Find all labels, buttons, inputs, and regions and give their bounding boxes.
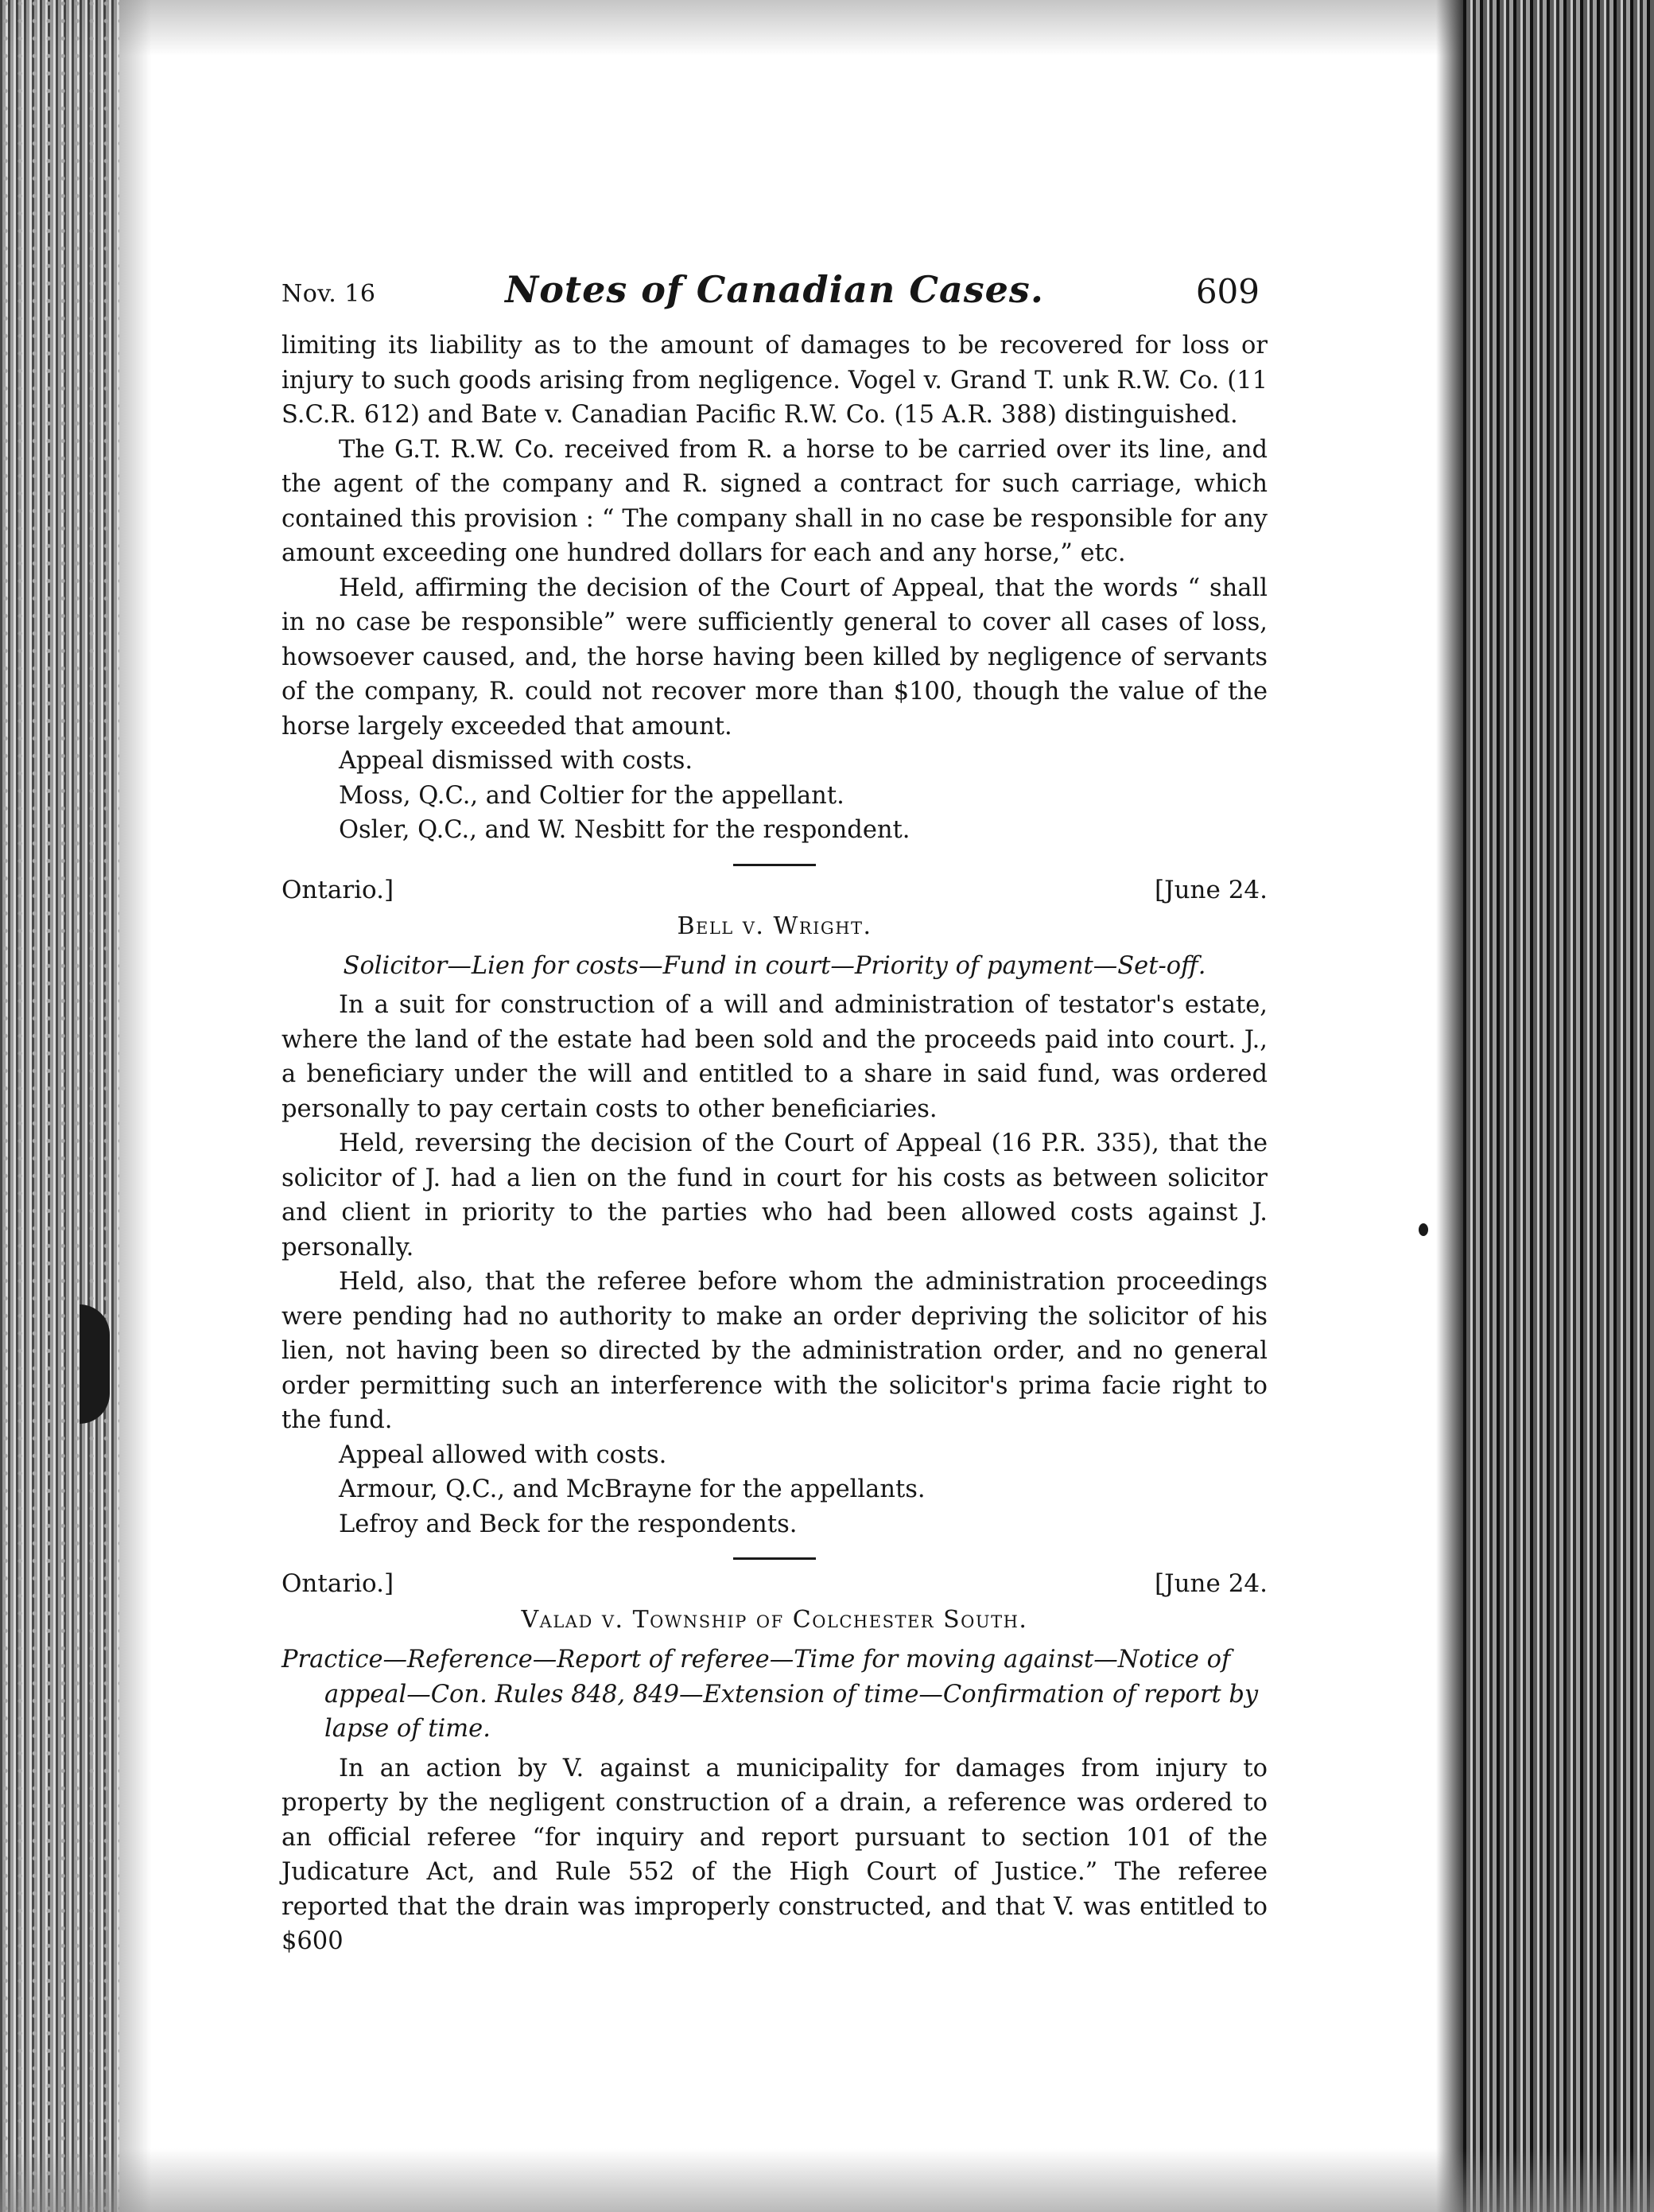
scan-top-edge bbox=[0, 0, 1654, 56]
case2-facts: In a suit for construction of a will and administration of testator's estate, where the land of the estate had been sold and the proceeds paid into court. J., a beneficiary under the will and entitled to a share in said fund, was ordered personally to pay certain costs to other beneficiaries. bbox=[281, 991, 1268, 1123]
case2-counsel-respondent: Lefroy and Beck for the respondents. bbox=[339, 1510, 798, 1538]
case3-facts: In an action by V. against a municipality for damages from injury to property by the negligent construction of a drain, a reference was ordered to an official referee “for inquiry and report pursuant to section 101 of the Judicature Act, and Rule 552 of the High Court of Justice.” The referee reported that the drain was improperly constructed, and that V. was entitled to $600 bbox=[281, 1754, 1268, 1955]
case1-facts: The G.T. R.W. Co. received from R. a horse to be carried over its line, and the agent of the company and R. signed a contract for such carriage, which contained this provision : “ The company shall in no case be responsible for any amount exceeding one hundred dollars for each and any horse,” etc. bbox=[281, 435, 1268, 567]
scan-left-edge bbox=[0, 0, 119, 2212]
case2-held-2: Held, also, that the referee before whom the administration proceedings were pending had no authority to make an order depriving the solicitor of his lien, not having been so directed by the administration order, and no general order permitting such an interference with the solicitor's prima facie right to the fund. bbox=[281, 1268, 1268, 1434]
running-head bbox=[281, 259, 1268, 314]
book-page bbox=[281, 259, 1268, 1959]
case1-continuation: limiting its liability as to the amount of damages to be recovered for loss or injury to such goods arising from negligence. Vogel v. Grand T. unk R.W. Co. (11 S.C.R. 612) and Bate v. Canadian Pacific R.W. Co. (15 A.R. 388) distinguished. bbox=[281, 332, 1268, 429]
case2-date: [June 24. bbox=[1155, 875, 1268, 904]
running-head-date: Nov. 16 bbox=[281, 280, 376, 308]
running-head-title: Notes of Canadian Cases. bbox=[505, 268, 1044, 311]
page-number: 609 bbox=[1195, 272, 1260, 311]
case-divider bbox=[733, 864, 816, 866]
case2-disposition: Appeal allowed with costs. bbox=[339, 1440, 667, 1469]
scan-speck bbox=[1419, 1223, 1428, 1236]
case3-date: [June 24. bbox=[1155, 1569, 1268, 1598]
case3-header-row bbox=[281, 1569, 1268, 1604]
case2-headnote: Solicitor—Lien for costs—Fund in court—Priority of payment—Set-off. bbox=[343, 951, 1206, 980]
case-divider bbox=[733, 1557, 816, 1560]
case2-counsel-appellant: Armour, Q.C., and McBrayne for the appellants. bbox=[339, 1475, 926, 1503]
case3-title: Valad v. Township of Colchester South. bbox=[521, 1606, 1028, 1634]
case1-disposition: Appeal dismissed with costs. bbox=[339, 747, 693, 775]
book-page-edges bbox=[1463, 0, 1654, 2212]
case2-court: Ontario.] bbox=[281, 875, 394, 904]
scan-bottom-edge bbox=[0, 2148, 1654, 2212]
binding-mark bbox=[80, 1304, 110, 1424]
case3-headnote: Practice—Reference—Report of referee—Time for moving against—Notice of appeal—Con. Rules 848, 849—Extension of time—Confirmation of report by lapse of time. bbox=[281, 1646, 1259, 1743]
case2-held-1: Held, reversing the decision of the Court of Appeal (16 P.R. 335), that the solicitor of J. had a lien on the fund in court for his costs as between solicitor and client in priority to the parties who had been allowed costs against J. personally. bbox=[281, 1129, 1268, 1262]
case1-counsel-respondent: Osler, Q.C., and W. Nesbitt for the respondent. bbox=[339, 816, 910, 844]
case1-counsel-appellant: Moss, Q.C., and Coltier for the appellant. bbox=[339, 781, 844, 810]
case3-court: Ontario.] bbox=[281, 1569, 394, 1598]
case2-header-row bbox=[281, 876, 1268, 911]
case2-title: Bell v. Wright. bbox=[677, 912, 872, 940]
case1-held: Held, affirming the decision of the Court of Appeal, that the words “ shall in no case be responsible” were sufficiently general to cover all cases of loss, howsoever caused, and, the horse having been killed by negligence of servants of the company, R. could not recover more than $100, though the value of the horse largely exceeded that amount. bbox=[281, 573, 1268, 741]
